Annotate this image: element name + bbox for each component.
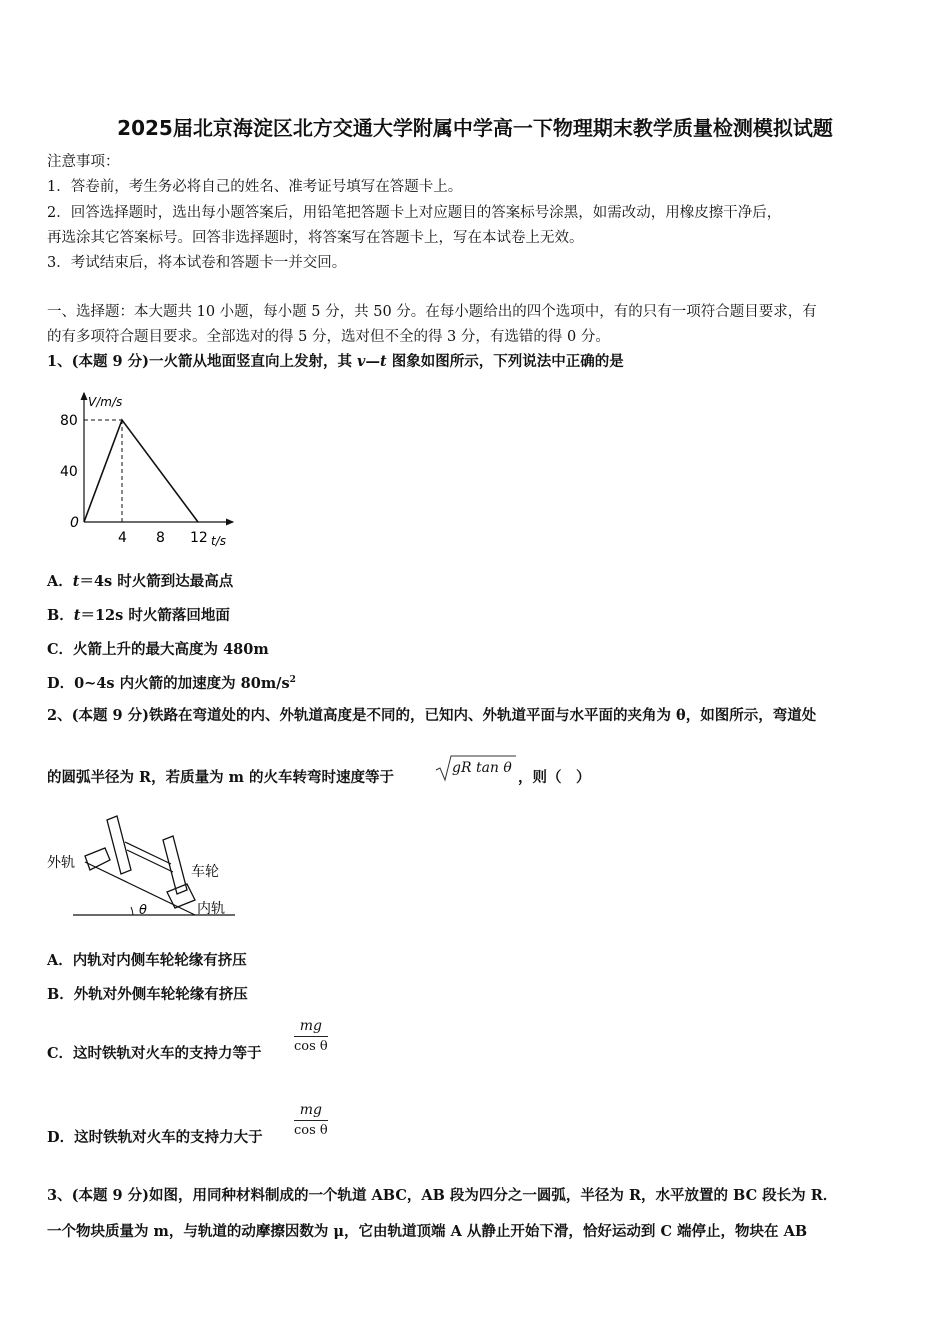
question-2-stem: 2、(本题 9 分)铁路在弯道处的内、外轨道高度是不同的，已知内、外轨道平面与水平面的夹角为 θ，如图所示，弯道处: [47, 707, 817, 724]
outer-rail-label: 外轨: [47, 855, 75, 871]
fraction-denominator: cos θ: [294, 1123, 328, 1138]
option-label: B．: [47, 607, 74, 624]
stem-text: 图象如图所示，下列说法中正确的是: [386, 353, 624, 370]
question-3-stem: 3、(本题 9 分)如图，用同种材料制成的一个轨道 ABC，AB 段为四分之一圆弧，半径为 R，水平放置的 BC 段长为 R．: [47, 1187, 838, 1204]
q2-option-b[interactable]: [47, 983, 248, 1004]
q1-option-a[interactable]: [47, 570, 233, 591]
option-variable: t: [72, 573, 80, 590]
option-text: 火箭上升的最大高度为 480m: [73, 641, 269, 658]
q2-option-a[interactable]: [47, 949, 247, 970]
inner-rail-label: 内轨: [197, 901, 225, 917]
y-tick-label: 0: [70, 515, 79, 531]
page-title: 2025届北京海淀区北方交通大学附属中学高一下物理期末教学质量检测模拟试题: [117, 116, 833, 140]
x-tick-label: 8: [156, 530, 165, 546]
y-tick-label: 80: [60, 413, 78, 429]
option-label: A．: [47, 952, 73, 969]
stem-text: 一火箭从地面竖直向上发射，其: [149, 353, 358, 370]
q1-option-b[interactable]: [47, 604, 230, 625]
option-label: B．: [47, 986, 74, 1003]
option-label: D．: [47, 1129, 75, 1146]
q2-option-c[interactable]: [47, 1042, 262, 1063]
question-2-stem-cont: [47, 768, 394, 788]
y-axis-label: V/m/s: [88, 395, 123, 409]
x-tick-label: 12: [190, 530, 208, 546]
option-text: 外轨对外侧车轮轮缘有挤压: [73, 986, 248, 1003]
fraction-numerator: mg: [299, 1102, 322, 1118]
option-label: D．: [47, 675, 75, 692]
notice-item: 3．考试结束后，将本试卷和答题卡一并交回。: [47, 255, 347, 271]
option-label: C．: [47, 1045, 74, 1062]
angle-label: θ: [139, 903, 147, 918]
wheel-label: 车轮: [191, 864, 219, 880]
question-points: (本题 9 分): [71, 353, 149, 370]
question-3-stem-cont: 一个物块质量为 m，与轨道的动摩擦因数为 μ，它由轨道顶端 A 从静止开始下滑，恰好运动到 C 端停止，物块在 AB: [47, 1223, 808, 1240]
q2-option-d[interactable]: [47, 1126, 263, 1147]
y-tick-label: 40: [60, 464, 78, 480]
option-label: A．: [47, 573, 73, 590]
option-text: ＝12s 时火箭落回地面: [80, 607, 230, 624]
vt-chart: [55, 388, 245, 553]
stem-text: ，则（ ）: [518, 769, 591, 786]
option-variable: t: [73, 607, 81, 624]
notice-item: 再选涂其它答案标号。回答非选择题时，将答案写在答题卡上，写在本试卷上无效。: [47, 230, 584, 246]
fraction-numerator: mg: [299, 1018, 322, 1034]
option-text: 内轨对内侧车轮轮缘有挤压: [72, 952, 247, 969]
option-superscript: 2: [289, 675, 296, 686]
option-label: C．: [47, 641, 74, 658]
section-intro: 一、选择题：本大题共 10 小题，每小题 5 分，共 50 分。在每小题给出的四个选项中，有的只有一项符合题目要求，有: [47, 304, 817, 320]
question-1-stem: [47, 352, 624, 372]
option-text: 这时铁轨对火车的支持力大于: [74, 1129, 263, 1146]
option-text: 0~4s 内火箭的加速度为 80m/s: [74, 675, 290, 692]
sqrt-expression: gR tan θ: [452, 760, 512, 776]
q1-option-d[interactable]: [47, 672, 296, 693]
stem-text: 的圆弧半径为 R，若质量为 m 的火车转弯时速度等于: [47, 769, 395, 786]
stem-variable: v—t: [357, 353, 387, 370]
fraction-denominator: cos θ: [294, 1039, 328, 1054]
option-text: ＝4s 时火箭到达最高点: [79, 573, 234, 590]
q1-option-c[interactable]: [47, 638, 269, 659]
notice-heading: 注意事项：: [47, 154, 120, 170]
question-number: 1、: [47, 353, 72, 370]
x-tick-label: 4: [118, 530, 127, 546]
notice-item: 1．答卷前，考生务必将自己的姓名、准考证号填写在答题卡上。: [47, 179, 463, 195]
fraction-mg-cos: [294, 1018, 328, 1054]
rail-figure: [45, 812, 245, 922]
notice-item: 2．回答选择题时，选出每小题答案后，用铅笔把答题卡上对应题目的答案标号涂黑，如需改动，用橡皮擦干净后，: [47, 205, 782, 221]
x-axis-label: t/s: [211, 534, 226, 548]
series-line: [84, 420, 198, 522]
fraction-mg-cos: [294, 1102, 328, 1138]
option-text: 这时铁轨对火车的支持力等于: [73, 1045, 262, 1062]
section-intro: 的有多项符合题目要求。全部选对的得 5 分，选对但不全的得 3 分，有选错的得 0 分。: [47, 329, 610, 345]
